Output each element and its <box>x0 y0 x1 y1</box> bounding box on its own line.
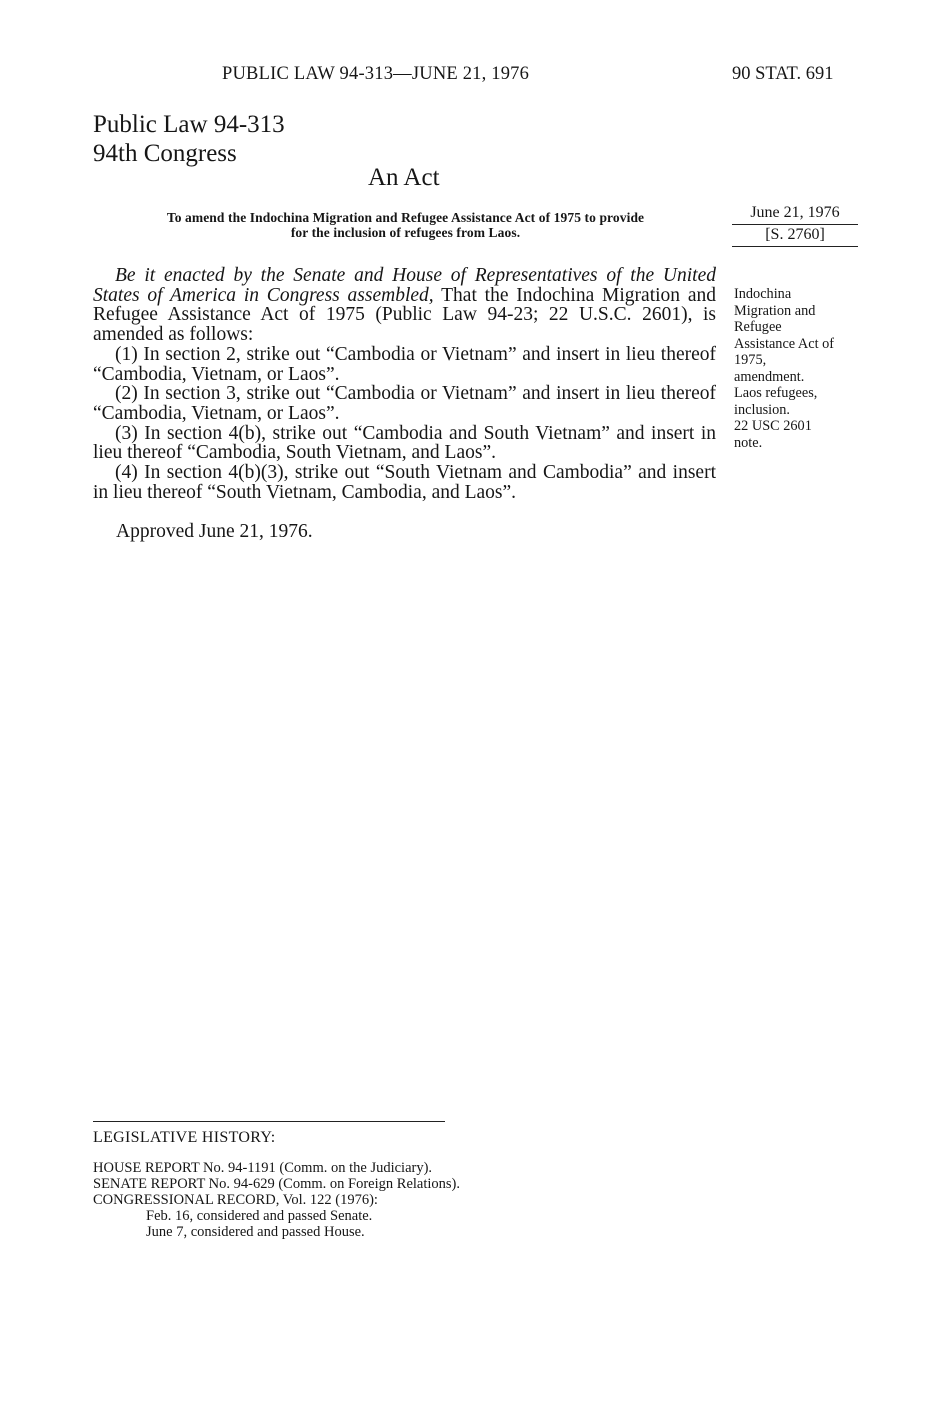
act-title: An Act <box>368 164 440 191</box>
legislative-history-subline: Feb. 16, considered and passed Senate. <box>146 1208 373 1224</box>
running-head: PUBLIC LAW 94-313—JUNE 21, 1976 <box>222 64 530 84</box>
amendment-item: (4) In section 4(b)(3), strike out “South Vietnam and Cambodia” and insert in lieu thereof “South Vietnam, Cambodia, and Laos”. <box>93 462 716 503</box>
margin-note-line: Migration and <box>734 302 816 319</box>
enacting-paragraph <box>93 266 716 345</box>
legislative-history-line: CONGRESSIONAL RECORD, Vol. 122 (1976): <box>93 1192 378 1208</box>
act-body <box>93 266 716 502</box>
margin-note-line: inclusion. <box>734 401 790 418</box>
margin-note-line: Laos refugees, <box>734 385 818 401</box>
statute-page-reference: 90 STAT. 691 <box>732 64 834 84</box>
legislative-history-line: HOUSE REPORT No. 94-1191 (Comm. on the Judiciary). <box>93 1160 433 1176</box>
amendment-item: (2) In section 3, strike out “Cambodia or Vietnam” and insert in lieu thereof “Cambodia, Vietnam, or Laos”. <box>93 383 716 424</box>
divider <box>732 246 858 247</box>
enactment-date: June 21, 1976 <box>750 204 840 221</box>
enacting-clause: Be it enacted by the Senate and House of Representatives of the United States of America in Congress assembled, <box>93 265 716 306</box>
footnote-divider <box>93 1121 445 1122</box>
amendment-item: (3) In section 4(b), strike out “Cambodia and South Vietnam” and insert in lieu thereof “Cambodia, South Vietnam, and Laos”. <box>93 422 716 464</box>
margin-note-line: Refugee <box>734 319 782 335</box>
long-title-line: for the inclusion of refugees from Laos. <box>290 225 521 240</box>
amendment-intro: That the Indochina Migration and Refugee Assistance Act of 1975 (Public Law 94-23; 22 U.S.C. 2601), is amended as follows: <box>93 284 716 346</box>
margin-notes <box>734 286 862 451</box>
margin-note-line: Assistance Act of <box>734 335 835 352</box>
legislative-history-list <box>93 1160 460 1240</box>
bill-number: [S. 2760] <box>765 226 825 243</box>
congress-number: 94th Congress <box>93 140 237 167</box>
legislative-history-heading: LEGISLATIVE HISTORY: <box>93 1129 276 1146</box>
margin-note-line: note. <box>734 434 763 451</box>
law-identifier <box>93 110 285 168</box>
approval-date: Approved June 21, 1976. <box>116 521 313 542</box>
legislative-history-line: SENATE REPORT No. 94-629 (Comm. on Foreign Relations). <box>93 1176 460 1192</box>
long-title-line: To amend the Indochina Migration and Refugee Assistance Act of 1975 to provide <box>166 210 645 225</box>
amendment-item: (1) In section 2, strike out “Cambodia or Vietnam” and insert in lieu thereof “Cambodia, Vietnam, or Laos”. <box>93 343 716 385</box>
margin-date-block <box>732 203 858 247</box>
margin-note-line: amendment. <box>734 368 805 385</box>
legislative-history-subline: June 7, considered and passed House. <box>146 1224 365 1240</box>
long-title <box>93 210 718 240</box>
margin-note-line: 1975, <box>734 352 767 368</box>
public-law-number: Public Law 94-313 <box>93 111 285 138</box>
margin-note-line: Indochina <box>734 286 792 302</box>
margin-note-line: 22 USC 2601 <box>734 418 812 434</box>
